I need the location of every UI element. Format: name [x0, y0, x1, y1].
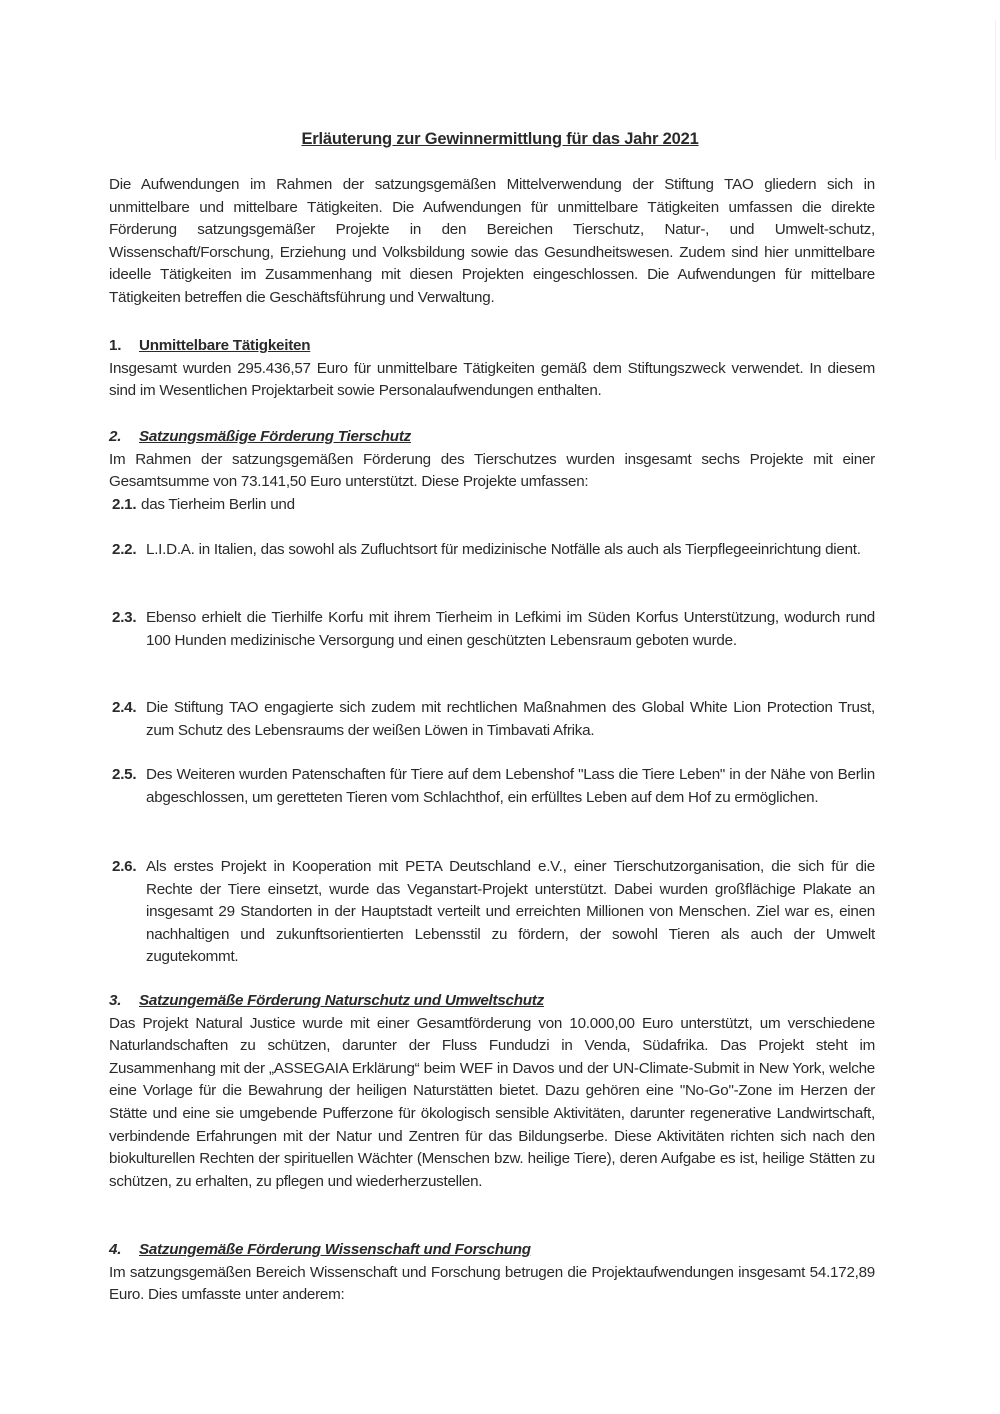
section-title: Satzungemäße Förderung Naturschutz und Umweltschutz [139, 992, 544, 1009]
section-number: 1. [109, 337, 122, 354]
section-4 [109, 1239, 875, 1307]
list-item-number: 2.5. [112, 766, 137, 783]
section-heading [109, 990, 875, 1013]
section-body: Im Rahmen der satzungsgemäßen Förderung des Tierschutzes wurden insgesamt sechs Projekte mit einer Gesamtsumme von 73.141,50 Euro unterstützt. Diese Projekte umfassen: [109, 450, 875, 491]
section-body: Insgesamt wurden 295.436,57 Euro für unmittelbare Tätigkeiten gemäß dem Stiftungszweck verwendet. In diesem sind im Wesentlichen Projektarbeit sowie Personalaufwendungen enthalten. [109, 359, 875, 400]
intro-paragraph: Die Aufwendungen im Rahmen der satzungsgemäßen Mittelverwendung der Stiftung TAO gliedern sich in unmittelbare und mittelbare Tätigkeiten. Die Aufwendungen für unmittelbare Tätigkeiten umfassen die direkte Förderung satzungsgemäßer Projekte in den Bereichen Tierschutz, Natur-, und Umwelt-schutz, Wissenschaft/Forschung, Erziehung und Volksbildung sowie das Gesundheitswesen. Zudem sind hier unmittelbare ideelle Tätigkeiten im Zusammenhang mit diesen Projekten eingeschlossen. Die Aufwendungen für mittelbare Tätigkeiten betreffen die Geschäftsführung und Verwaltung. [109, 176, 875, 306]
list-item-number: 2.3. [112, 609, 137, 626]
list-item-2-6 [109, 856, 875, 969]
section-heading [109, 335, 875, 358]
list-item-2-1 [109, 494, 875, 517]
list-item-number: 2.6. [112, 858, 137, 875]
list-item-text: Ebenso erhielt die Tierhilfe Korfu mit ihrem Tierheim in Lefkimi im Süden Korfus Unterstützung, wodurch rund 100 Hunden medizinische Versorgung und einen geschützten Lebensraum geboten wurde. [146, 609, 875, 649]
section-number: 3. [109, 992, 122, 1009]
list-item-2-5 [109, 764, 875, 809]
section-heading [109, 1239, 875, 1262]
section-body: Im satzungsgemäßen Bereich Wissenschaft und Forschung betrugen die Projektaufwendungen insgesamt 54.172,89 Euro. Dies umfasste unter anderem: [109, 1263, 875, 1304]
list-item-number: 2.2. [112, 541, 137, 558]
section-body: Das Projekt Natural Justice wurde mit einer Gesamtförderung von 10.000,00 Euro unterstützt, um verschiedene Naturlandschaften zu schützen, darunter der Fluss Fundudzi in Venda, Südafrika. Das Projekt steht im Zusammenhang mit der „ASSEGAIA Erklärung“ beim WEF in Davos und der UN-Climate-Submit in New York, welche eine Vorlage für die Bewahrung der heiligen Naturstätten bietet. Dazu gehören eine "No-Go"-Zone im Herzen der Stätte und eine sie umgebende Pufferzone für ökologisch sensible Aktivitäten, darunter regenerative Landwirtschaft, verbindende Erfahrungen mit der Natur und Zentren für das Bildungserbe. Diese Aktivitäten richten sich nach den biokulturellen Rechten der spirituellen Wächter (Menschen bzw. heilige Tiere), deren Aufgabe es ist, heilige Stätten zu schützen, zu erhalten, zu pflegen und wiederherzustellen. [109, 1014, 875, 1190]
document-title: Erläuterung zur Gewinnermittlung für das Jahr 2021 [301, 130, 699, 148]
section-2 [109, 426, 875, 494]
section-title: Unmittelbare Tätigkeiten [139, 337, 311, 354]
list-item-2-2 [109, 539, 875, 562]
list-item-text: Des Weiteren wurden Patenschaften für Tiere auf dem Lebenshof "Lass die Tiere Leben" in der Nähe von Berlin abgeschlossen, um geretteten Tieren vom Schlachthof, ein erfülltes Leben auf dem Hof zu ermöglichen. [146, 766, 875, 806]
section-title: Satzungemäße Förderung Wissenschaft und Forschung [139, 1241, 531, 1258]
section-heading [109, 426, 875, 449]
section-number: 2. [109, 428, 122, 445]
list-item-text: das Tierheim Berlin und [141, 496, 295, 513]
list-item-number: 2.4. [112, 699, 137, 716]
list-item-2-3 [109, 607, 875, 652]
list-item-text: L.I.D.A. in Italien, das sowohl als Zufluchtsort für medizinische Notfälle als auch als Tierpflegeeinrichtung dient. [146, 541, 861, 558]
list-item-number: 2.1. [112, 496, 137, 513]
section-number: 4. [109, 1241, 122, 1258]
section-3 [109, 990, 875, 1193]
list-item-2-4 [109, 697, 875, 742]
section-1 [109, 335, 875, 403]
section-title: Satzungsmäßige Förderung Tierschutz [139, 428, 411, 445]
intro-block [109, 174, 875, 310]
list-item-text: Die Stiftung TAO engagierte sich zudem mit rechtlichen Maßnahmen des Global White Lion Protection Trust, zum Schutz des Lebensraums der weißen Löwen in Timbavati Afrika. [146, 699, 875, 739]
list-item-text: Als erstes Projekt in Kooperation mit PETA Deutschland e.V., einer Tierschutzorganisation, die sich für die Rechte der Tiere einsetzt, wurde das Veganstart-Projekt unterstützt. Dabei wurden großflächige Plakate an insgesamt 29 Standorten in der Hauptstadt verteilt und erreichten Millionen von Menschen. Ziel war es, einen nachhaltigen und zukunftsorientierten Lebensstil zu fördern, der sowohl Tieren als auch der Umwelt zugutekommt. [146, 858, 875, 966]
